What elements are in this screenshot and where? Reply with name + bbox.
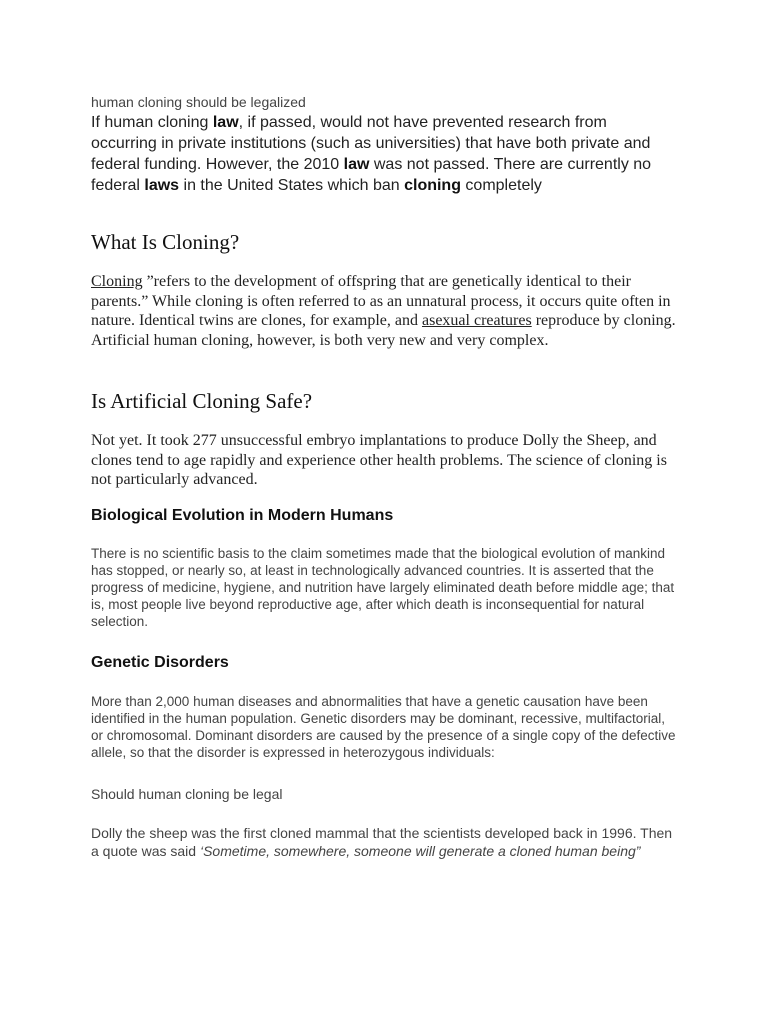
lead-text: If human cloning (91, 114, 213, 131)
lead-text: , if passed, would not have prevented research from occurring in private institutions (such as universities) that have both private and federal funding. However, the 2010 (91, 114, 651, 173)
heading-is-cloning-safe: Is Artificial Cloning Safe? (91, 389, 313, 413)
heading-genetic-disorders: Genetic Disorders (91, 654, 229, 671)
lead-bold-term: law (343, 156, 370, 173)
dolly-paragraph (91, 824, 676, 860)
paragraph-text: reproduce by cloning. Artificial human cloning, however, is both very new and very complex. (91, 312, 676, 349)
lead-bold-term: law (212, 114, 239, 131)
lead-text: in the United States which ban (179, 177, 405, 194)
lead-bold-term: cloning (404, 177, 461, 194)
paragraph-text: Dolly the sheep was the first cloned mammal that the scientists developed back in 1996. Then a quote was said (91, 825, 673, 859)
heading-biological-evolution: Biological Evolution in Modern Humans (91, 507, 394, 524)
lead-text: completely (460, 177, 542, 194)
dolly-quote: ‘Sometime, somewhere, someone will generate a cloned human being” (199, 843, 641, 859)
lead-text: was not passed. There are currently no federal (91, 156, 652, 194)
genetic-disorders-paragraph: More than 2,000 human diseases and abnormalities that have a genetic causation have been identified in the human population. Genetic disorders may be dominant, recessive, multifactorial, or chromosomal. Dominant disorders are caused by the presence of a single copy of the defective allele, so that the disorder is expressed in heterozygous individuals: (91, 694, 676, 760)
what-is-cloning-paragraph (91, 272, 681, 350)
link-cloning[interactable]: Cloning (91, 273, 143, 290)
is-cloning-safe-paragraph: Not yet. It took 277 unsuccessful embryo implantations to produce Dolly the Sheep, and clones tend to age rapidly and experience other health problems. The science of cloning is not particularly advanced. (91, 432, 667, 488)
document-topline: human cloning should be legalized (91, 94, 306, 110)
lead-bold-term: laws (144, 177, 180, 194)
lead-paragraph (91, 112, 671, 196)
should-cloning-be-legal-line: Should human cloning be legal (91, 786, 283, 802)
biological-evolution-paragraph: There is no scientific basis to the claim sometimes made that the biological evolution of mankind has stopped, or nearly so, at least in technologically advanced countries. It is asserted that the progress of medicine, hygiene, and nutrition have largely eliminated death before middle age; that is, most people live beyond reproductive age, after which death is inconsequential for natural selection. (91, 546, 675, 629)
heading-what-is-cloning: What Is Cloning? (91, 230, 240, 254)
link-asexual-creatures[interactable]: asexual creatures (421, 312, 532, 329)
paragraph-text: ”refers to the development of offspring that are genetically identical to their parents.” While cloning is often referred to as an unnatural process, it occurs quite often in nature. Identical twins are clones, for example, and (91, 273, 671, 329)
